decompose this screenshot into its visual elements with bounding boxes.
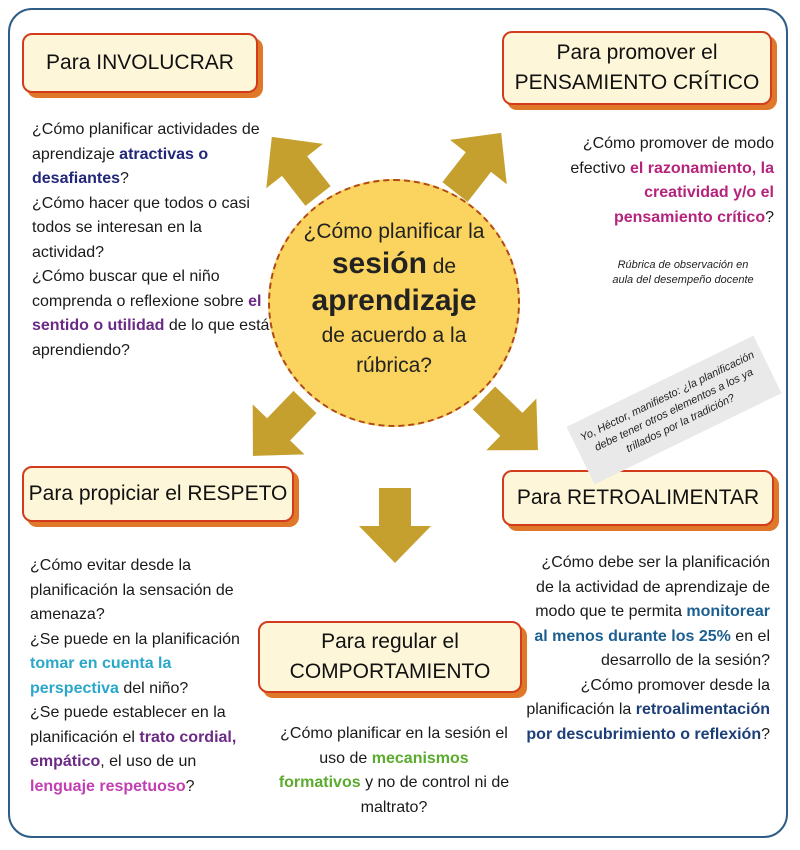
- text-comportamiento: [278, 722, 510, 820]
- body-text: ¿Cómo evitar desde la planificación la sensación de amenaza?: [30, 557, 234, 623]
- text-respeto: [30, 554, 260, 799]
- body-text: ?: [120, 170, 129, 187]
- text-involucrar: [32, 118, 272, 363]
- body-text: en el desarrollo de la sesión?: [601, 627, 770, 669]
- center-line3: aprendizaje: [311, 284, 477, 317]
- box-comportamiento: [258, 621, 522, 693]
- body-text: ?: [185, 777, 195, 795]
- body-text: ¿Cómo debe ser la planificación de la actividad de aprendizaje de modo que te permita: [535, 554, 770, 620]
- center-line2-bold: sesión: [331, 247, 427, 280]
- highlight-text: el razonamiento, la creatividad y/o el pensamiento crítico: [613, 159, 774, 226]
- body-text: ?: [761, 725, 770, 743]
- box-respeto: [22, 466, 294, 522]
- center-line2-rest: de: [426, 255, 457, 278]
- highlight-text: el sentido o utilidad: [32, 292, 262, 334]
- highlight-text: retroalimentación por descubrimiento o reflexión: [526, 701, 770, 743]
- body-text: ¿Cómo planificar en la sesión el uso de: [280, 725, 508, 767]
- highlight-text: mecanismos formativos: [278, 749, 469, 791]
- title-retro: Para RETROALIMENTAR: [516, 486, 760, 509]
- body-text: ¿Cómo planificar actividades de aprendizaje: [32, 121, 260, 163]
- body-text: de lo que está aprendiendo?: [32, 317, 270, 359]
- body-text: ?: [765, 208, 774, 226]
- highlight-text: atractivas o desafiantes: [32, 145, 209, 187]
- title-respeto: Para propiciar el RESPETO: [28, 482, 288, 505]
- highlight-text: trato cordial, empático: [30, 728, 237, 770]
- title-critico-line1: Para promover el: [556, 41, 718, 64]
- highlight-text: tomar en cuenta la perspectiva: [30, 655, 172, 697]
- body-text: , el uso de un: [100, 753, 197, 770]
- body-text: ¿Cómo buscar que el niño comprenda o reflexione sobre: [32, 268, 249, 310]
- title-critico-line2: PENSAMIENTO CRÍTICO: [514, 71, 760, 94]
- text-critico: [548, 132, 774, 230]
- box-involucrar: [22, 33, 258, 93]
- comment-note-text: Yo, Héctor, manifiesto: ¿la planificación debe tener otros elementos a los ya trillados por la tradición?: [578, 348, 757, 455]
- rubrica-note: Rúbrica de observación en aula del desempeño docente: [612, 259, 754, 286]
- arrow-down: [359, 488, 431, 563]
- center-circle: [268, 179, 520, 427]
- body-text: ¿Cómo hacer que todos o casi todos se interesan en la actividad?: [32, 194, 250, 261]
- text-retroalimentar: [520, 551, 770, 747]
- center-line5: rúbrica?: [356, 354, 432, 377]
- body-text: ¿Cómo promover desde la planificación la: [526, 676, 770, 718]
- highlight-text: lenguaje respetuoso: [30, 777, 186, 795]
- box-retroalimentar: [502, 470, 774, 526]
- title-involucrar: Para INVOLUCRAR: [46, 51, 234, 74]
- center-line4: de acuerdo a la: [321, 324, 467, 347]
- body-text: del niño?: [118, 679, 189, 697]
- box-pensamiento-critico: [502, 31, 772, 105]
- title-comport-line2: COMPORTAMIENTO: [289, 660, 491, 683]
- body-text: y no de control ni de maltrato?: [360, 774, 510, 816]
- highlight-text: monitorear al menos durante los 25%: [534, 603, 770, 645]
- body-text: ¿Se puede en la planificación: [30, 630, 240, 648]
- title-comport-line1: Para regular el: [321, 630, 459, 653]
- center-line1: ¿Cómo planificar la: [303, 220, 485, 243]
- body-text: ¿Se puede establecer en la planificación el: [30, 704, 226, 746]
- body-text: ¿Cómo promover de modo efectivo: [570, 135, 774, 177]
